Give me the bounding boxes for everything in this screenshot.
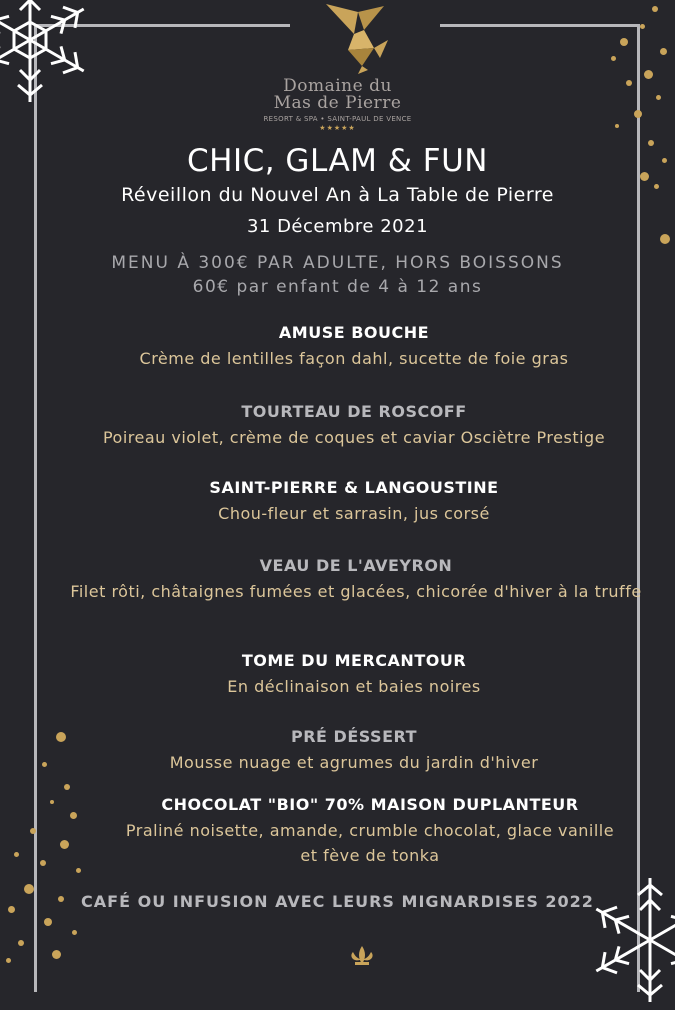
logo-name-line2: Mas de Pierre [273, 93, 402, 113]
course-item [120, 795, 620, 868]
event-subtitle: Réveillon du Nouvel An à La Table de Pierre [121, 184, 554, 206]
child-price: 60€ par enfant de 4 à 12 ans [192, 277, 483, 297]
logo-tagline: RESORT & SPA • SAINT-PAUL DE VENCE [263, 115, 412, 123]
origami-dove-logo-icon [318, 0, 398, 75]
course-name: CHOCOLAT "BIO" 70% MAISON DUPLANTEUR [161, 795, 579, 814]
course-name: TOME DU MERCANTOUR [241, 651, 467, 670]
course-item [48, 402, 660, 450]
logo-stars: ★★★★★ [319, 124, 356, 132]
course-name: AMUSE BOUCHE [278, 323, 430, 342]
final-course: CAFÉ OU INFUSION AVEC LEURS MIGNARDISES 2022 [81, 892, 594, 911]
course-description: Praliné noisette, amande, crumble chocolat, glace vanille et fève de tonka [125, 821, 615, 865]
course-name: PRÉ DÉSSERT [290, 727, 418, 746]
snowflake-icon [580, 870, 675, 1010]
fleur-de-lis-icon [345, 944, 379, 968]
course-name: SAINT-PIERRE & LANGOUSTINE [209, 478, 499, 497]
course-item [48, 651, 660, 699]
course-item [48, 323, 660, 371]
course-item [56, 556, 656, 604]
course-item [48, 727, 660, 775]
menu-title: CHIC, GLAM & FUN [186, 143, 488, 179]
course-item [48, 478, 660, 526]
course-description: Mousse nuage et agrumes du jardin d'hiver [169, 753, 539, 772]
course-description: Poireau violet, crème de coques et caviar Osciètre Prestige [102, 428, 606, 447]
course-name: TOURTEAU DE ROSCOFF [241, 402, 467, 421]
adult-price: MENU À 300€ PAR ADULTE, HORS BOISSONS [111, 253, 564, 273]
course-description: Chou-fleur et sarrasin, jus corsé [218, 504, 490, 523]
logo-name-line1: Domaine du [283, 76, 392, 96]
course-description: Filet rôti, châtaignes fumées et glacées, chicorée d'hiver à la truffe [70, 582, 642, 601]
course-description: Crème de lentilles façon dahl, sucette de foie gras [139, 349, 569, 368]
course-description: En déclinaison et baies noires [227, 677, 481, 696]
course-name: VEAU DE L'AVEYRON [259, 556, 453, 575]
event-date: 31 Décembre 2021 [246, 216, 429, 237]
